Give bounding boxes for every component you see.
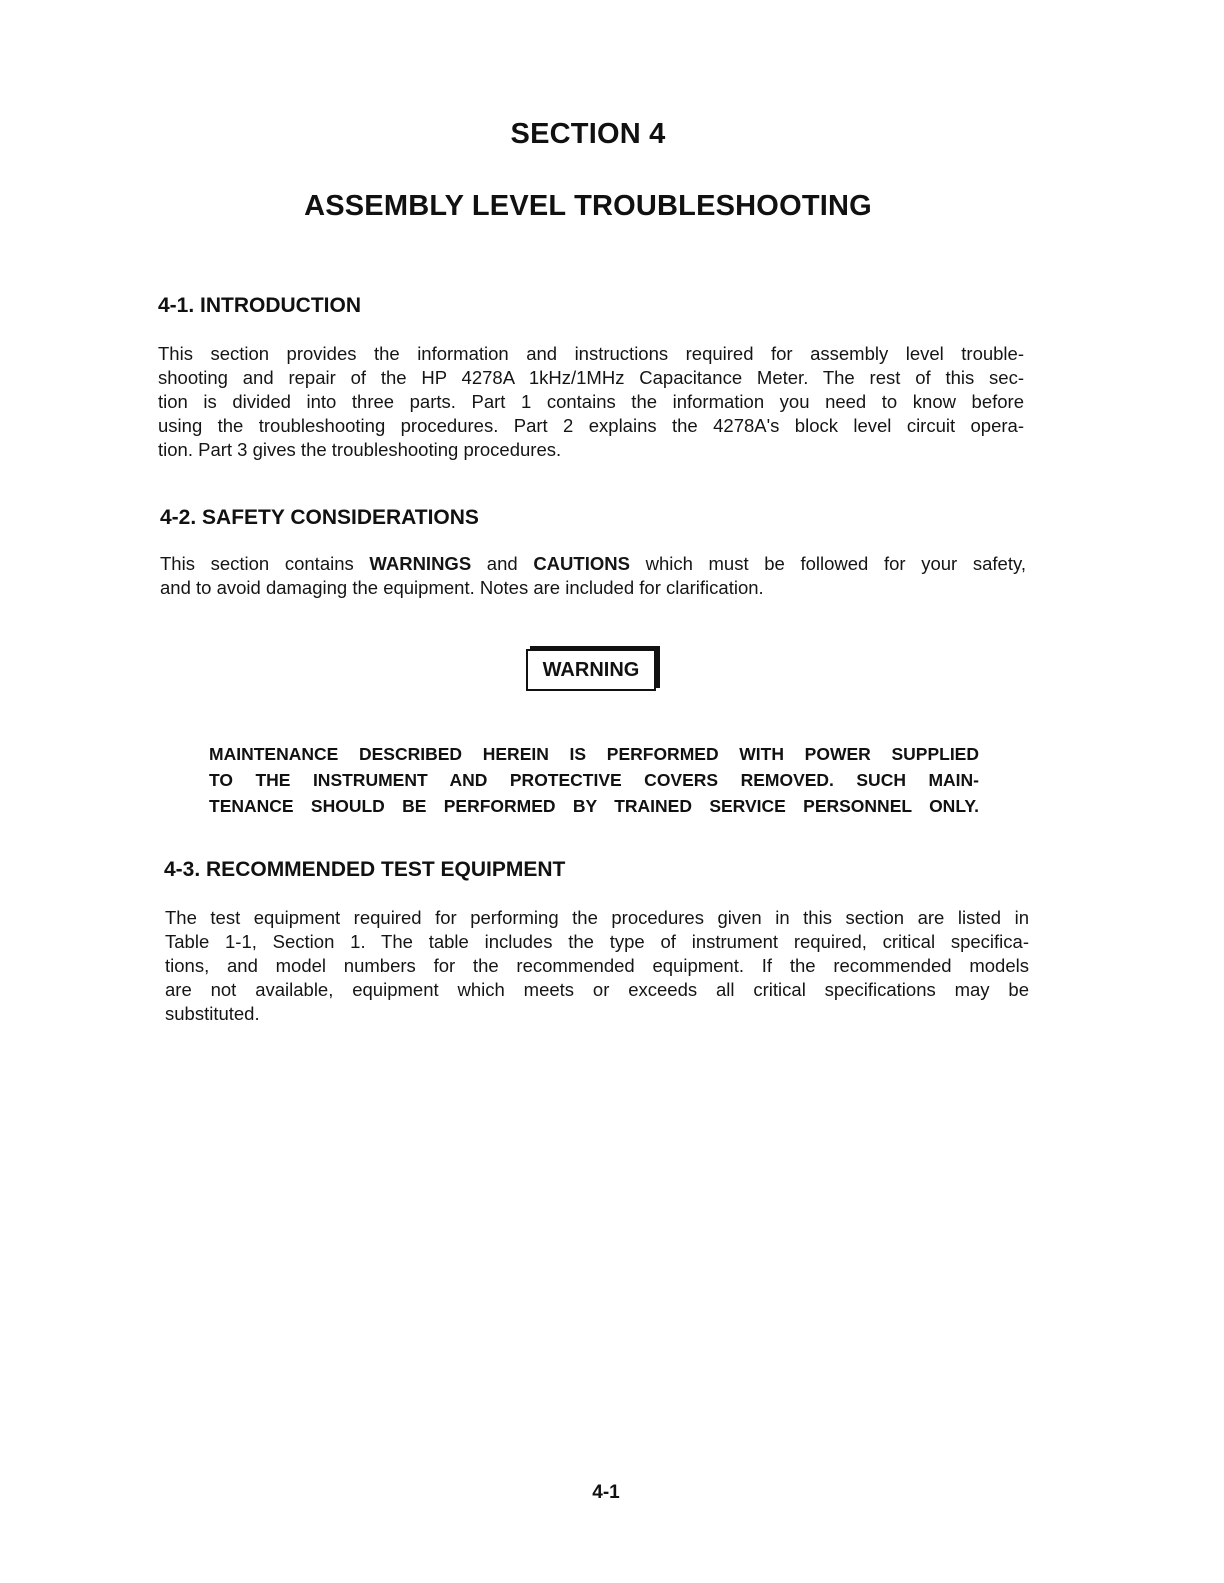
paragraph-line: The test equipment required for performing the procedures given in this section are listed in: [165, 907, 1029, 928]
paragraph-line: This section provides the information and instructions required for assembly level trouble-: [158, 343, 1024, 364]
page-number: 4-1: [592, 1482, 620, 1503]
safety-paragraph: [160, 552, 1026, 600]
text-run: This section contains: [160, 553, 370, 574]
heading-safety-considerations: 4-2. SAFETY CONSIDERATIONS: [160, 506, 479, 529]
warning-line: TO THE INSTRUMENT AND PROTECTIVE COVERS REMOVED. SUCH MAIN-: [209, 770, 979, 790]
text-run: which must be followed for your safety,: [629, 553, 1026, 574]
section-number-title: SECTION 4: [510, 118, 666, 150]
test-equipment-paragraph: [165, 906, 1029, 1026]
warning-line: TENANCE SHOULD BE PERFORMED BY TRAINED SERVICE PERSONNEL ONLY.: [209, 796, 979, 816]
warning-label: WARNING: [542, 658, 640, 681]
paragraph-line: tion is divided into three parts. Part 1 contains the information you need to know before: [158, 391, 1024, 412]
paragraph-line: are not available, equipment which meets or exceeds all critical specifications may be: [165, 979, 1029, 1000]
paragraph-line: [160, 552, 1026, 576]
bold-warnings: WARNINGS: [369, 553, 472, 574]
bold-cautions: CAUTIONS: [533, 553, 630, 574]
paragraph-line: and to avoid damaging the equipment. Notes are included for clarification.: [160, 577, 764, 598]
paragraph-line: substituted.: [165, 1003, 260, 1024]
heading-recommended-test-equipment: 4-3. RECOMMENDED TEST EQUIPMENT: [164, 858, 566, 881]
text-run: and: [471, 553, 534, 574]
paragraph-line: Table 1-1, Section 1. The table includes the type of instrument required, critical specifica-: [165, 931, 1029, 952]
introduction-paragraph: [158, 342, 1024, 462]
paragraph-line: shooting and repair of the HP 4278A 1kHz/1MHz Capacitance Meter. The rest of this sec-: [158, 367, 1024, 388]
warning-line: MAINTENANCE DESCRIBED HEREIN IS PERFORMED WITH POWER SUPPLIED: [209, 744, 979, 764]
paragraph-line: tion. Part 3 gives the troubleshooting procedures.: [158, 439, 562, 460]
heading-introduction: 4-1. INTRODUCTION: [158, 294, 362, 317]
warning-label-box: [526, 649, 656, 691]
section-title: ASSEMBLY LEVEL TROUBLESHOOTING: [304, 190, 872, 222]
paragraph-line: using the troubleshooting procedures. Part 2 explains the 4278A's block level circuit opera-: [158, 415, 1024, 436]
paragraph-line: tions, and model numbers for the recommended equipment. If the recommended models: [165, 955, 1029, 976]
warning-text: [209, 741, 979, 819]
